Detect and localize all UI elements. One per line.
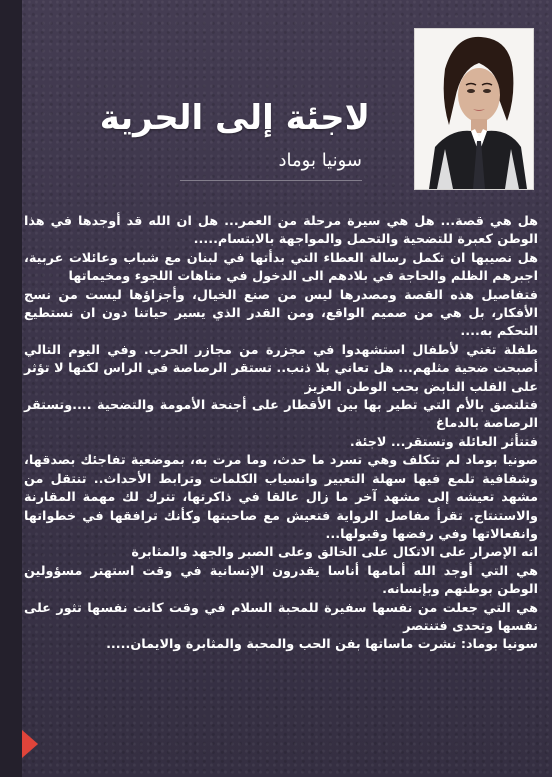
author-photo xyxy=(414,28,534,190)
author-portrait xyxy=(415,29,533,189)
paragraph: فتفاصيل هذه القصة ومصدرها ليس من صنع الخيال، وأجزاؤها ليست من نسج الأفكار، بل هي من صميم الواقع، ومن القدر الذي يسير حياتنا دون ان نستطيع التحكم به.... xyxy=(24,287,538,340)
paragraph: هل نصيبها ان تكمل رسالة العطاء التي بدأتها في لبنان مع شباب وعائلات عربية، اجبرهم الظلم والحاجة في بلادهم الى الدخول في متاهات اللجوء ومخيماتها xyxy=(24,250,538,285)
page-arrow-icon xyxy=(22,730,38,758)
article-title: لاجئة إلى الحرية xyxy=(99,98,370,138)
page-margin xyxy=(0,0,22,777)
paragraph: صونيا بوماد لم تتكلف وهي تسرد ما حدث، وما مرت به، بموضعية تفاجئك بصدقها، وشفافية تلمع فيها سهلة التعبير وانسياب الكلمات وترابط الأحداث.. تنتقل من مشهد تعيشه إلى مشهد آخر ما زال عالقا في ذاكرتها، تترك لك مهمة المقارنة والاستنتاج. تقرأ مفاصل الرواية فتعيش مع صاحبتها وكأنك ترافقها في خطواتها وانفعالاتها وفي رفضها وقبولها... xyxy=(24,453,538,542)
paragraph: انه الإصرار على الاتكال على الخالق وعلى الصبر والجهد والمثابرة xyxy=(131,545,538,561)
paragraph: فتتأثر العائلة وتستقر... لاجئة. xyxy=(349,434,538,450)
paragraph: طفلة تغني لأطفال استشهدوا في مجزرة من مجازر الحرب. وفي اليوم التالي أصبحت ضحية مثلهم... هل تعاني بلا ذنب.. تستقر الرصاصة في الراس لكنها لا تؤثر على القلب النابض بحب الوطن العزيز xyxy=(24,342,538,395)
paragraph: هي التي جعلت من نفسها سفيرة للمحبة السلام في وقت كانت نفسها تثور على نفسها وتحدى فتنتصر xyxy=(24,600,538,634)
paragraph: سونيا بوماد: نشرت ماساتها بفن الحب والمحبة والمثابرة والايمان..... xyxy=(106,637,538,653)
article-body xyxy=(24,213,538,655)
article-author: سونيا بوماد xyxy=(278,150,362,171)
paragraph: فتلتصق بالأم التي تطير بها بين الأقطار على أجنحة الأمومة والتضحية ....وتستقر الرصاصة بالدماغ xyxy=(24,398,538,432)
paragraph: هل هي قصة... هل هي سيرة مرحلة من العمر... هل ان الله قد أوجدها في هذا الوطن كعبرة للتضحية والتحمل والمواجهة بالابتسام..... xyxy=(24,214,538,248)
paragraph: هي التي أوجد الله أمامها أناسا يقدرون الإنسانية في وقت استهتر مسؤولين الوطن بوطنهم وبإنسانه. xyxy=(24,563,538,598)
author-divider xyxy=(180,180,362,181)
